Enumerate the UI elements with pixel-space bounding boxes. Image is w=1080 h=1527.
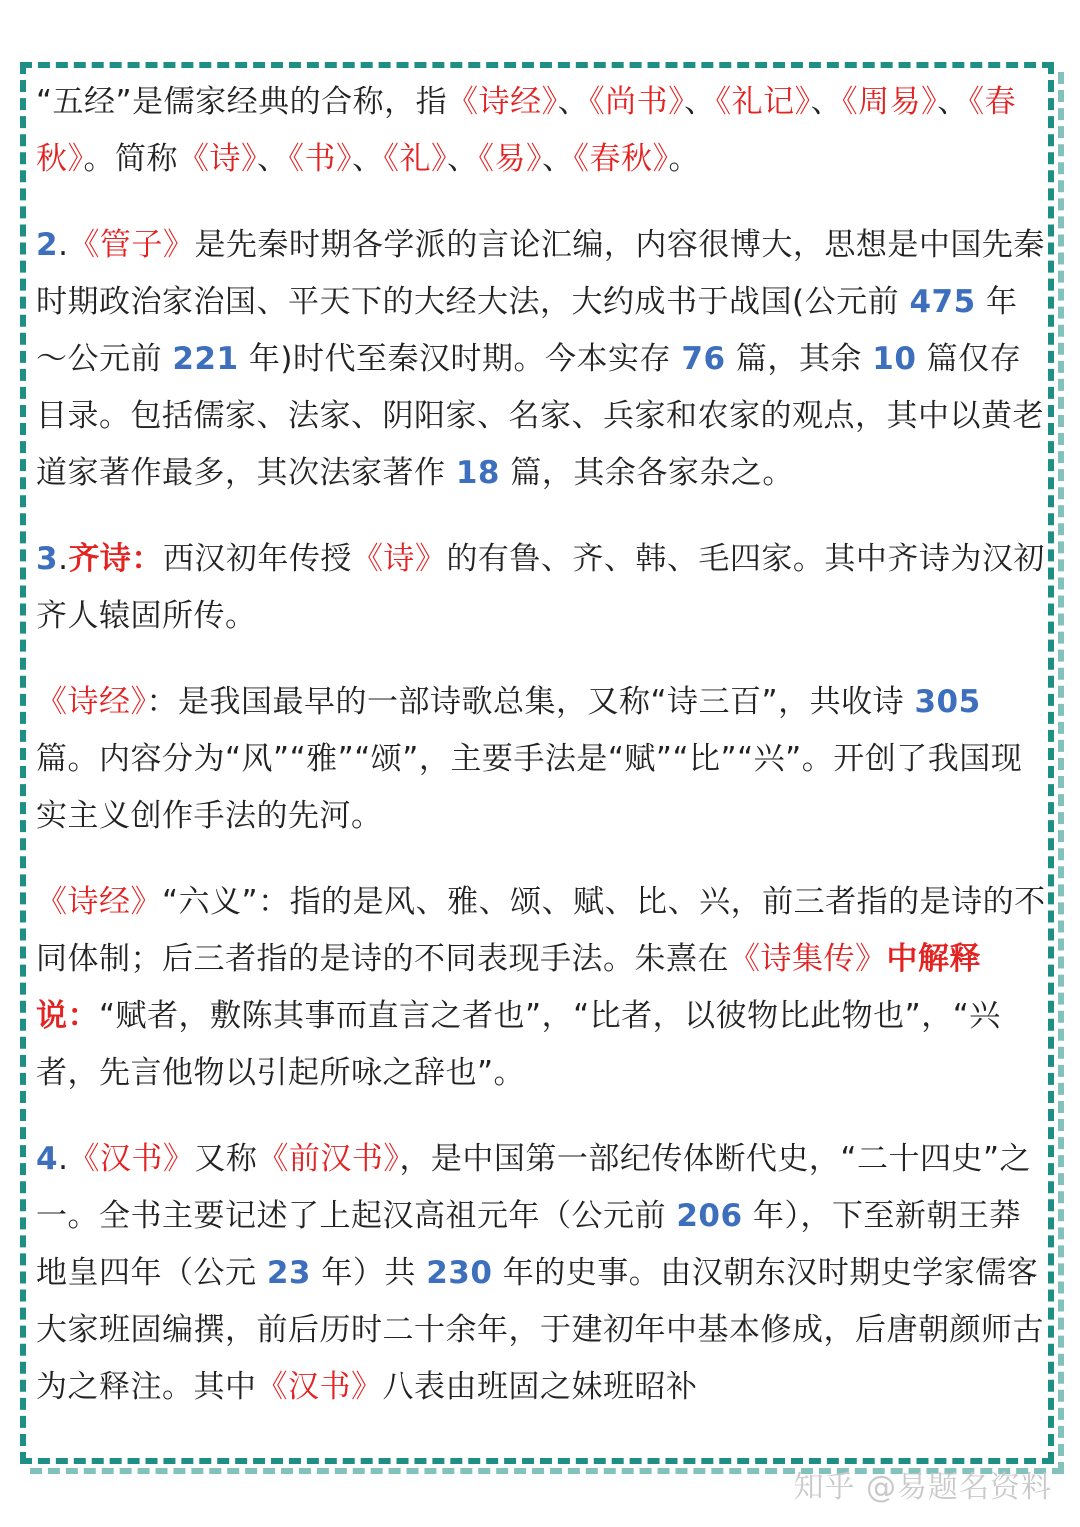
- number: 221: [172, 341, 239, 377]
- book-title: 《尚书》: [589, 84, 685, 120]
- text-run: 篇，其余: [725, 341, 873, 377]
- text-run: 、: [937, 84, 969, 120]
- book-title: 《诗集传》: [729, 941, 887, 977]
- book-title: 《管子》: [68, 227, 195, 263]
- book-title: 《书》: [288, 141, 352, 177]
- paragraph-shijing: [36, 674, 1046, 845]
- paragraph-liuyi: [36, 874, 1046, 1102]
- text-run: 、: [352, 141, 384, 177]
- text-run: 篇，其余各家杂之。: [500, 455, 794, 491]
- text-run: .: [58, 541, 69, 577]
- book-title: 《诗经》: [447, 84, 558, 120]
- text-run: 是先秦时期各学派的言论汇编，内容很博大，思想是中国先秦时期政治家治国、平天下的大经大法，大约成书于战国(公元前: [36, 227, 1045, 320]
- document-body: [36, 74, 1046, 1445]
- paragraph-guanzi: [36, 217, 1046, 502]
- number: 18: [455, 455, 500, 491]
- text-run: 篇仅存目录。包括儒家、法家、阴阳家、名家、兵家和农家的观点，其中以黄老道家著作最多，其次法家著作: [36, 341, 1044, 491]
- number: 10: [872, 341, 917, 377]
- text-run: 。: [668, 141, 700, 177]
- text-run: 年的史事。由汉朝东汉时期史学家儒客大家班固编撰，前后历时二十余年，于建初年中基本修成，后唐朝颜师古为之释注。其中: [36, 1255, 1044, 1405]
- number: 4: [36, 1141, 59, 1177]
- book-title: 《诗经》: [36, 884, 162, 920]
- book-title: 《汉书》: [256, 1369, 383, 1405]
- book-title: 《春秋》: [36, 84, 1017, 177]
- watermark: 知乎 @易题名资料: [793, 1470, 1052, 1505]
- text-run: 、: [257, 141, 289, 177]
- book-title: 《易》: [478, 141, 542, 177]
- book-title: 《前汉书》: [257, 1141, 400, 1177]
- number: 3: [36, 541, 59, 577]
- number: 2: [36, 227, 59, 263]
- text-run: .: [58, 1141, 69, 1177]
- number: 76: [681, 341, 726, 377]
- book-title: 《周易》: [842, 84, 938, 120]
- text-run: 八表由班固之妹班昭补: [382, 1369, 698, 1405]
- book-title: 《礼记》: [715, 84, 811, 120]
- paragraph-hanshu: [36, 1131, 1046, 1416]
- text-run: ，是中国第一部纪传体断代史，“二十四史”之一。全书主要记述了上起汉高祖元年（公元前: [36, 1141, 1032, 1234]
- book-title: 《汉书》: [68, 1141, 195, 1177]
- book-title: 《礼》: [383, 141, 447, 177]
- text-run: 年)时代至秦汉时期。今本实存: [238, 341, 682, 377]
- text-run: 、: [542, 141, 574, 177]
- book-title: 《春秋》: [573, 141, 669, 177]
- text-run: 、: [684, 84, 716, 120]
- text-run: 、: [557, 84, 590, 120]
- key-term: 中解释说：: [36, 941, 981, 1034]
- number: 23: [266, 1255, 311, 1291]
- number: 305: [914, 684, 981, 720]
- text-run: 年）共: [311, 1255, 427, 1291]
- text-run: 篇。内容分为“风”“雅”“颂”，主要手法是“赋”“比”“兴”。开创了我国现实主义创作手法的先河。: [36, 741, 1023, 834]
- book-title: 《诗》: [351, 541, 447, 577]
- text-run: 、: [447, 141, 479, 177]
- paragraph-qishi: [36, 531, 1046, 645]
- text-run: “六义”：指的是风、雅、颂、赋、比、兴，前三者指的是诗的不同体制；后三者指的是诗的不同表现手法。朱熹在: [36, 884, 1046, 977]
- text-run: 年），下至新朝王莽地皇四年（公元: [36, 1198, 1021, 1291]
- text-run: 年～公元前: [36, 284, 1018, 377]
- text-run: “五经”是儒家经典的合称，指: [36, 84, 448, 120]
- paragraph-wujing: [36, 74, 1046, 188]
- text-run: 、: [810, 84, 843, 120]
- text-run: ：是我国最早的一部诗歌总集，又称“诗三百”，共收诗: [146, 684, 915, 720]
- number: 206: [676, 1198, 743, 1234]
- text-run: 的有鲁、齐、韩、毛四家。其中齐诗为汉初齐人辕固所传。: [36, 541, 1045, 634]
- number: 475: [909, 284, 976, 320]
- book-title: 《诗》: [178, 141, 257, 177]
- text-run: “赋者，敷陈其事而直言之者也”，“比者，以彼物比此物也”，“兴者，先言他物以引起所咏之辞也”。: [36, 998, 1001, 1091]
- number: 230: [426, 1255, 493, 1291]
- text-run: .: [58, 227, 69, 263]
- text-run: 又称: [194, 1141, 258, 1177]
- text-run: 。简称: [83, 141, 178, 177]
- book-title: 《诗经》: [36, 684, 147, 720]
- key-term: 齐诗：: [68, 541, 163, 577]
- text-run: 西汉初年传授: [162, 541, 352, 577]
